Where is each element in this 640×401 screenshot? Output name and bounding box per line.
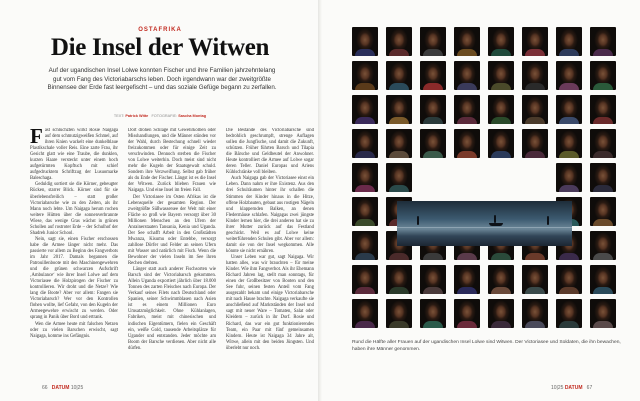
widow-portrait bbox=[420, 61, 446, 90]
portrait-clothing bbox=[525, 49, 545, 56]
portrait-clothing bbox=[593, 321, 613, 328]
portrait-clothing bbox=[423, 321, 443, 328]
widow-portrait bbox=[556, 163, 582, 192]
credit-text-name: Patrick Witte bbox=[125, 114, 149, 118]
portrait-clothing bbox=[355, 83, 375, 90]
widow-portrait bbox=[590, 61, 616, 90]
portrait-clothing bbox=[355, 49, 375, 56]
portrait-clothing bbox=[559, 321, 579, 328]
body-column-2 bbox=[128, 128, 216, 383]
widow-portrait bbox=[522, 299, 548, 328]
paragraph: Geduldig sortiert sie die Körner, gebeugter Rücken, starrer Blick. Körner sind für sie überlebensfreilich – statt großer Victoriabarsche wie zu den Zeiten, als ihr Mann noch lebte. Um Naigaga herum rochen weitere Hütten über die sonnenverbrannte Wiese, das wenige Gras wächst in grünen Schollen auf rostroter Erde – der Schulhof der Shadreh Junior School. bbox=[30, 182, 118, 236]
widow-portrait bbox=[454, 265, 480, 294]
lake-horizon bbox=[397, 227, 572, 228]
portrait-clothing bbox=[355, 287, 375, 294]
portrait-clothing bbox=[593, 83, 613, 90]
portrait-clothing bbox=[559, 185, 579, 192]
widow-portrait bbox=[454, 299, 480, 328]
paragraph: Nein, sagt sie, einen Fischer erschossen habe die Armee länger nicht mehr. Das passierte vor allem zu Beginn des Fangverbots im Jahr 2017. Damals begannen die Patrouillenboote mit den Maschinengewehren und die grünen schwarzen Aufschrift ‚Ambulance‘ wie ihrer Insel Lolwe auf dem Victoriasee die Holzpirogen der Fischer zu kontrollieren. Wir droht und die Netze? Wie lang die Boote? Aber vor allem: Fangen sie Victoriabarsch? Wer vor den Kontrollen flohen wollte, lief Gefahr, von den Kugeln der Armeegewehre erwischt zu werden. Oder sprang in Panik über Bord und ertrank. bbox=[30, 236, 118, 321]
widow-portrait bbox=[522, 265, 548, 294]
widow-portrait bbox=[590, 231, 616, 260]
portrait-clothing bbox=[491, 287, 511, 294]
widow-portrait bbox=[386, 61, 412, 90]
portrait-grid bbox=[352, 27, 624, 327]
portrait-clothing bbox=[525, 321, 545, 328]
portrait-clothing bbox=[491, 83, 511, 90]
paragraph: Länger statt auch anderer Fischsorten wie Barsch sind der Victoriabarsch gekommen. Allein Uganda exportiert jährlich über 18.000 Tonnen des zarten Fleisches nach Europa. Der Verkauf seines Filets nach Deutschland oder Spanien, seiner Schwimmblasen nach Asien ist es einem Millionen Euro Umsatzmöglichkeit. Ohne Kühlanlagen, Fabriken, meist mit chinesischen und indischen Eigentümern, fielen ein Geschäft ein, weiße Gold, tausende Arbeitsplätze für Ugander und entstanden. Jeder möchte am Boom der Barsche verdienen. Aber nicht alle dürfen. bbox=[128, 267, 216, 351]
portrait-clothing bbox=[355, 117, 375, 124]
portrait-clothing bbox=[457, 49, 477, 56]
widow-portrait bbox=[386, 27, 412, 56]
widow-portrait bbox=[386, 163, 412, 192]
portrait-clothing bbox=[525, 287, 545, 294]
widow-portrait bbox=[590, 265, 616, 294]
portrait-clothing bbox=[559, 253, 579, 260]
widow-portrait bbox=[454, 95, 480, 124]
widow-portrait bbox=[488, 27, 514, 56]
portrait-clothing bbox=[559, 49, 579, 56]
widow-portrait bbox=[556, 129, 582, 158]
portrait-clothing bbox=[389, 287, 409, 294]
widow-portrait bbox=[590, 299, 616, 328]
widow-portrait bbox=[522, 95, 548, 124]
portrait-clothing bbox=[423, 49, 443, 56]
portrait-clothing bbox=[525, 253, 545, 260]
portrait-clothing bbox=[525, 151, 545, 158]
paragraph: Unser Leben war gut, sagt Naigaga. Wir hatten alles, was wir brauchten – für meine Kinder. Wie ihm Fangverbot. Als ihr Ehemann Richard Jahren lag, stellt man sonntags, für einen der Großbesitzer von Booten und den See fuhr, seinen festen Anteil vom Fang ausgezahlt bekam und einige Victoriabarsche mit nach Hause brachte. Naigaga verkaufte sie anschließend auf Marktständen der Insel und sagt mit neuer Ware – Tomaten, Salat oder Kleidern – zurück in ihr Dorf. Rosie und Richard, das war ein gut funktionierendes Team, ein Paar mit fünf gemeinsamen Kindern. Heute ist Naigaga 34 Jahre alt, Witwe, allein mit den beiden Jüngsten. Und überlebt nur noch. bbox=[226, 254, 314, 351]
portrait-clothing bbox=[355, 321, 375, 328]
paragraph: Dort drohen Schläge mit Gewehrkolben oder Misshandlungen, und die Männer stünden vor der Wahl, durch Bestechung schnell wieder freizukommen oder für einige Zeit zu verschwinden. Dennoch sterben die Fischer von Lolwe weiterhin. Doch meist sind nicht mehr die Kugeln der Staatsgewalt schuld. Sondern ihre Verzweiflung. Selbst gab früher als du Ende der Fischer. Längst ist es die Insel der Witwen. Zurück blieben Frauen wie Naigaga. Und eine Insel im freien Fall. bbox=[128, 128, 216, 194]
widow-portrait bbox=[590, 197, 616, 226]
portrait-clothing bbox=[389, 253, 409, 260]
portrait-clothing bbox=[355, 185, 375, 192]
portrait-clothing bbox=[593, 253, 613, 260]
portrait-clothing bbox=[559, 83, 579, 90]
figure-silhouette bbox=[417, 216, 419, 225]
widow-portrait bbox=[420, 129, 446, 158]
widow-portrait bbox=[386, 129, 412, 158]
portrait-clothing bbox=[389, 321, 409, 328]
portrait-clothing bbox=[423, 287, 443, 294]
widow-portrait bbox=[590, 129, 616, 158]
widow-portrait bbox=[590, 163, 616, 192]
widow-portrait bbox=[352, 27, 378, 56]
portrait-clothing bbox=[389, 185, 409, 192]
portrait-clothing bbox=[593, 117, 613, 124]
portrait-clothing bbox=[457, 321, 477, 328]
widow-portrait bbox=[386, 265, 412, 294]
portrait-clothing bbox=[423, 253, 443, 260]
portrait-clothing bbox=[593, 219, 613, 226]
body-column-1 bbox=[30, 128, 118, 383]
portrait-clothing bbox=[389, 49, 409, 56]
page-number-left: 66 bbox=[42, 385, 48, 391]
portrait-clothing bbox=[525, 83, 545, 90]
widow-portrait bbox=[420, 265, 446, 294]
drop-cap: F bbox=[30, 128, 43, 148]
widow-portrait bbox=[420, 27, 446, 56]
portrait-clothing bbox=[457, 83, 477, 90]
widow-portrait bbox=[386, 299, 412, 328]
credit-text-label: TEXT: bbox=[113, 114, 125, 118]
widow-portrait bbox=[590, 95, 616, 124]
brand-right: DATUM bbox=[564, 385, 583, 391]
widow-portrait bbox=[420, 95, 446, 124]
portrait-clothing bbox=[423, 151, 443, 158]
widow-portrait bbox=[352, 163, 378, 192]
paragraph: Die Bestände des Victoriabarsche sind bedrohlich geschrumpft, strenge Auflagen sollen die Jungfische, und damit die Zukunft, schützen. Früher führten Barsch und Tilapia die Bärsche und Geldbeutel der Anwohner. Heute kontrolliert die Armee auf Lolwe sogar deren Teller. Daniel Europas und Ariens Kühlschränke voll bleiben. bbox=[226, 128, 314, 176]
portrait-clothing bbox=[457, 151, 477, 158]
paragraph: Auch Naigaga gab der Victoriasee einst ein Leben. Dann nahm er ihre Existenz. Aus den drei Schulräumen hinter ihr schallen die Stimmen der Kinder hinaus in die Hitze, offene Holzbauten, gebaut aus rostigen Nägeln und klappernden Balken, an denen Fledermäuse schlafen. Naigagas zwei jüngste Kinder lernen hier, die drei anderen hat sie zu ihrer Mutter zurück auf das Festland geschickt. Weil es auf Lolwe keine weiterführenden Schulen gibt. Aber vor allem: damit sie von der Insel wegkommen. Alle könnte sie nicht ernähren. bbox=[226, 176, 314, 254]
widow-portrait bbox=[556, 95, 582, 124]
figure-silhouette bbox=[547, 216, 549, 225]
widow-portrait bbox=[454, 61, 480, 90]
page-number-right: 67 bbox=[586, 385, 593, 391]
widow-portrait bbox=[352, 265, 378, 294]
widow-portrait bbox=[454, 129, 480, 158]
boat-silhouette bbox=[489, 223, 503, 226]
credit-photo-name: Sascha Montag bbox=[178, 114, 207, 118]
widow-portrait bbox=[488, 95, 514, 124]
widow-portrait bbox=[352, 61, 378, 90]
widow-portrait bbox=[522, 61, 548, 90]
portrait-clothing bbox=[491, 151, 511, 158]
brand-left: DATUM bbox=[51, 385, 70, 391]
widow-portrait bbox=[386, 95, 412, 124]
widow-portrait bbox=[352, 197, 378, 226]
widow-portrait bbox=[454, 27, 480, 56]
widow-portrait bbox=[522, 27, 548, 56]
portrait-clothing bbox=[593, 151, 613, 158]
portrait-clothing bbox=[423, 117, 443, 124]
body-column-3 bbox=[226, 128, 314, 383]
lake-scene-photo bbox=[397, 201, 572, 246]
portrait-clothing bbox=[389, 83, 409, 90]
paragraph: Wen die Armee heute mit falschen Netzen oder zu vielen Barschen erwischt, sagt Naigaga, komme ins Gefängnis. bbox=[30, 321, 118, 339]
section-kicker: OSTAFRIKA bbox=[138, 27, 182, 33]
widow-portrait bbox=[488, 129, 514, 158]
portrait-clothing bbox=[525, 117, 545, 124]
widow-portrait bbox=[556, 61, 582, 90]
paragraph: Fast schluchzten wirkt Rosie Naigaga auf dem schmutzigweißen Schmel, auf ihren Knien wackelt eine dunkelblaue Plastikschale voller Reis. Eine zarte Frau, ihr Gesicht glatt wie eine Traube, die dunklen, kurzen Haare versteckt unter einem hoch aufgetürmten Kopftuch mit schief aufgedrucktem Schriftzug der Lusuomarke Baleschaga. bbox=[30, 128, 118, 182]
portrait-clothing bbox=[355, 219, 375, 226]
widow-portrait bbox=[488, 299, 514, 328]
widow-portrait bbox=[556, 299, 582, 328]
widow-portrait bbox=[590, 27, 616, 56]
widow-portrait bbox=[352, 95, 378, 124]
article-credits bbox=[0, 114, 320, 118]
portrait-clothing bbox=[457, 117, 477, 124]
figure-silhouette bbox=[494, 215, 496, 223]
issue-right: 10|25 bbox=[551, 385, 564, 391]
widow-portrait bbox=[420, 299, 446, 328]
portrait-clothing bbox=[355, 253, 375, 260]
portrait-clothing bbox=[593, 287, 613, 294]
article-headline: Die Insel der Witwen bbox=[50, 34, 270, 61]
issue-left: 10|25 bbox=[70, 385, 84, 391]
widow-portrait bbox=[556, 27, 582, 56]
widow-portrait bbox=[352, 299, 378, 328]
portrait-clothing bbox=[559, 117, 579, 124]
widow-portrait bbox=[488, 265, 514, 294]
folio-right bbox=[551, 385, 592, 391]
photo-caption: Rund die Hälfte aller Frauen auf der ugandischen Insel Lolwe sind Witwen. Der Victoriasee und Soldaten, die ihn bewachen, haben ihre Männer genommen. bbox=[352, 340, 621, 352]
portrait-clothing bbox=[457, 287, 477, 294]
portrait-clothing bbox=[491, 49, 511, 56]
portrait-clothing bbox=[423, 83, 443, 90]
credit-photo-label: FOTOGRAFIE: bbox=[151, 114, 178, 118]
portrait-clothing bbox=[559, 287, 579, 294]
widow-portrait bbox=[556, 265, 582, 294]
folio-left bbox=[42, 385, 83, 391]
portrait-clothing bbox=[559, 151, 579, 158]
portrait-clothing bbox=[491, 321, 511, 328]
portrait-clothing bbox=[593, 185, 613, 192]
paragraph: Der Victoriasee im Osten Afrikas ist die Lebensquelle der gesamten Region. Der zweitgrößte Süßwassersee der Welt mit einer Fläche so groß wie Bayern versorgt über 30 Millionen Menschen an den Ufern der Anrainerstaaten Tansania, Kenia und Uganda. Der See schafft Arbeit in den Großstädten Mwanza, Kisumu oder Entebbe, versorgt zahllose Dörfer und Felder an seinen Ufern mit Wasser und natürlich mit Fisch. Wenn die Bewohner der vielen Inseln im See ihren Rechen drehten. bbox=[128, 194, 216, 267]
portrait-clothing bbox=[491, 253, 511, 260]
portrait-clothing bbox=[355, 151, 375, 158]
widow-portrait bbox=[488, 61, 514, 90]
portrait-clothing bbox=[593, 49, 613, 56]
portrait-clothing bbox=[389, 117, 409, 124]
widow-portrait bbox=[352, 129, 378, 158]
portrait-clothing bbox=[389, 151, 409, 158]
article-lead: Auf der ugandischen Insel Lolwe konnten Fischer und ihre Familien jahrzehntelang gut vom Fang des Victoriabarschs leben. Doch irgendwann war der zweitgrößte Binnensee der Erde fast leergefischt – und das soziale Gefüge begann zu zerfallen. bbox=[47, 67, 277, 92]
portrait-clothing bbox=[457, 253, 477, 260]
widow-portrait bbox=[352, 231, 378, 260]
portrait-clothing bbox=[491, 117, 511, 124]
widow-portrait bbox=[522, 129, 548, 158]
